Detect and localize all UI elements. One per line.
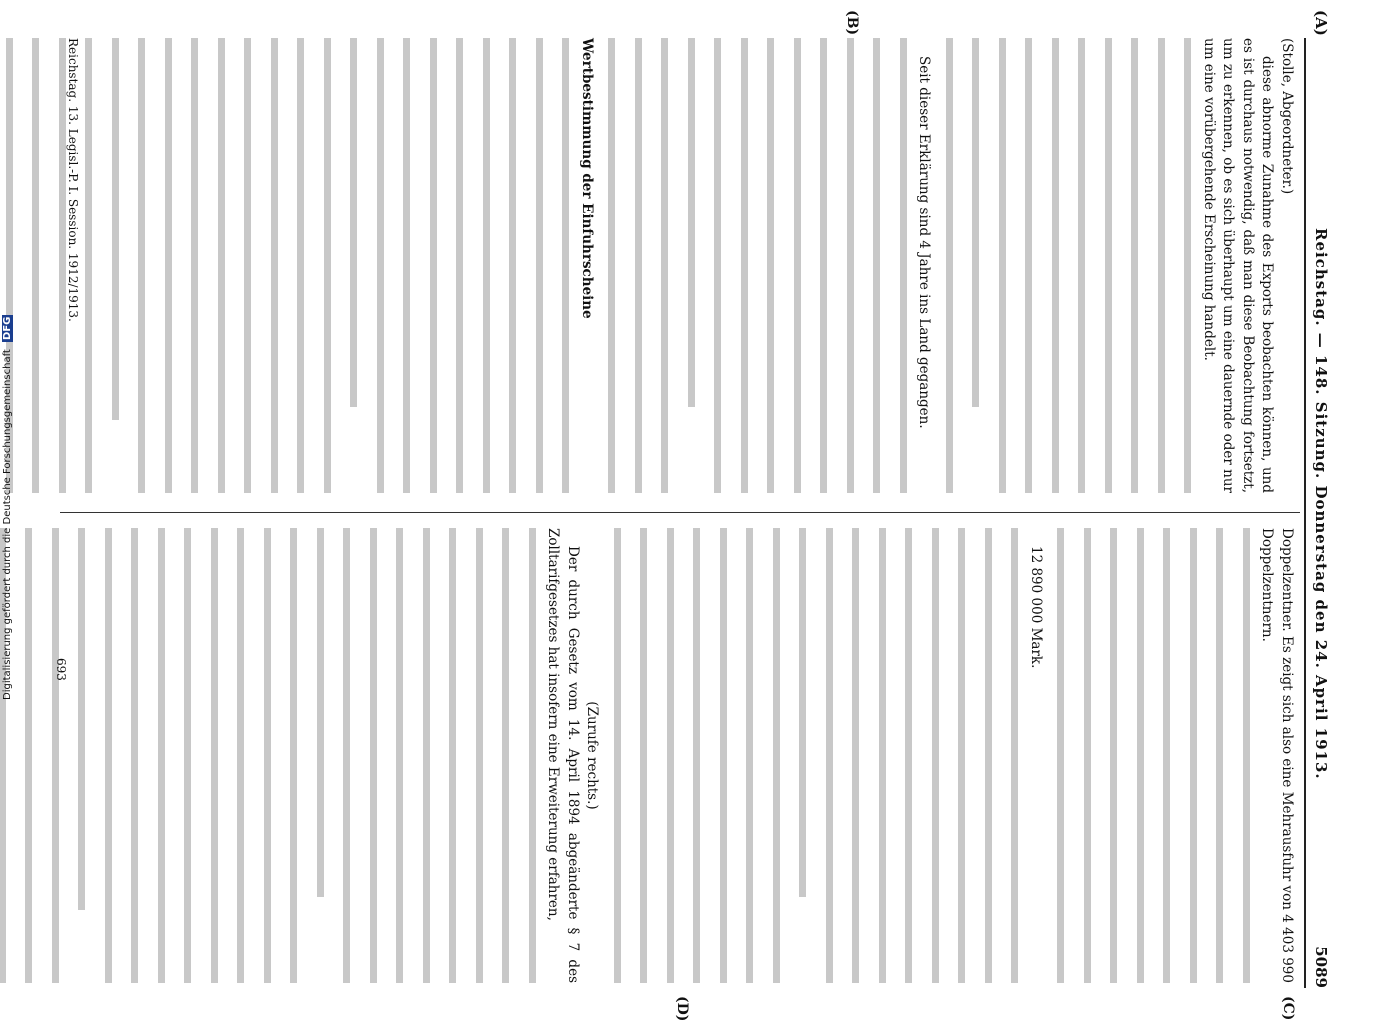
- untranscribed-text-line: [755, 38, 775, 493]
- untranscribed-text-line: [66, 528, 86, 983]
- page-title: Reichstag. — 148. Sitzung. Donnerstag den 24. April 1913.: [1312, 228, 1330, 780]
- untranscribed-text-line: [681, 528, 701, 983]
- margin-marker-d: (D): [674, 996, 690, 1021]
- dfg-logo: DFG: [2, 316, 13, 340]
- untranscribed-text-line: [1119, 38, 1139, 493]
- untranscribed-text-line: [1151, 528, 1171, 983]
- untranscribed-text-line: [808, 38, 828, 493]
- untranscribed-text-line: [338, 38, 358, 493]
- untranscribed-text-line: [391, 38, 411, 493]
- untranscribed-text-line: [973, 528, 993, 983]
- untranscribed-text-line: [999, 528, 1019, 983]
- untranscribed-text-line: [100, 38, 120, 493]
- untranscribed-text-line: [649, 38, 669, 493]
- untranscribed-text-line: [437, 528, 457, 983]
- untranscribed-text-line: [305, 528, 325, 983]
- untranscribed-text-line: [987, 38, 1007, 493]
- sheet-number: 693: [54, 658, 68, 681]
- column-divider: [60, 512, 1300, 513]
- untranscribed-text-line: [259, 38, 279, 493]
- untranscribed-text-line: [861, 38, 881, 493]
- untranscribed-text-line: [119, 528, 139, 983]
- untranscribed-text-line: [1231, 528, 1251, 983]
- margin-marker-b: (B): [844, 10, 860, 36]
- untranscribed-text-line: [490, 528, 510, 983]
- untranscribed-text-line: [179, 38, 199, 493]
- untranscribed-text-line: [729, 38, 749, 493]
- untranscribed-text-line: [126, 38, 146, 493]
- untranscribed-text-line: [517, 528, 537, 983]
- untranscribed-text-line: [655, 528, 675, 983]
- untranscribed-text-line: [444, 38, 464, 493]
- left-emphasis: Wertbestimmung der Einfuhrscheine: [579, 38, 595, 319]
- untranscribed-text-line: [550, 38, 570, 493]
- untranscribed-text-line: [1040, 38, 1060, 493]
- untranscribed-text-line: [464, 528, 484, 983]
- untranscribed-text-line: [1066, 38, 1086, 493]
- untranscribed-text-line: [20, 38, 40, 493]
- untranscribed-text-line: [835, 38, 855, 493]
- untranscribed-text-line: [418, 38, 438, 493]
- untranscribed-text-line: [1204, 528, 1224, 983]
- untranscribed-text-line: [596, 38, 616, 493]
- right-column: [0, 528, 1296, 983]
- untranscribed-text-line: [602, 528, 622, 983]
- speaker-label: (Stolle, Abgeordneter.): [1279, 38, 1295, 195]
- untranscribed-text-line: [1093, 38, 1113, 493]
- untranscribed-text-line: [676, 38, 696, 493]
- page-number: 5089: [1312, 946, 1330, 988]
- untranscribed-text-line: [411, 528, 431, 983]
- untranscribed-text-line: [199, 528, 219, 983]
- untranscribed-text-line: [1178, 528, 1198, 983]
- untranscribed-text-line: [702, 38, 722, 493]
- untranscribed-text-line: [1098, 528, 1118, 983]
- untranscribed-text-line: [358, 528, 378, 983]
- untranscribed-text-line: [1172, 38, 1192, 493]
- untranscribed-text-line: [761, 528, 781, 983]
- digitization-credit: Digitalisierung gefördert durch die Deutsche Forschungsgemeinschaft DFG: [2, 316, 13, 700]
- untranscribed-text-line: [146, 528, 166, 983]
- untranscribed-text-line: [1146, 38, 1166, 493]
- untranscribed-text-line: [93, 528, 113, 983]
- untranscribed-text-line: [1125, 528, 1145, 983]
- untranscribed-text-line: [1013, 38, 1033, 493]
- untranscribed-text-line: [920, 528, 940, 983]
- untranscribed-text-line: [225, 528, 245, 983]
- untranscribed-text-line: [497, 38, 517, 493]
- untranscribed-text-line: [365, 38, 385, 493]
- untranscribed-text-line: [934, 38, 954, 493]
- untranscribed-text-line: [206, 38, 226, 493]
- left-opening: diese abnorme Zunahme des Exports beobachten können, und es ist durchaus notwendig, daß man diese Beobachtung fortsetzt, um zu erkennen, ob es sich überhaupt um eine dauernde oder nur um eine vorübergehende Erscheinung handelt.: [1201, 38, 1276, 493]
- left-column: [0, 38, 1296, 493]
- untranscribed-text-line: [708, 528, 728, 983]
- margin-marker-a: (A): [1312, 10, 1330, 36]
- untranscribed-text-line: [331, 528, 351, 983]
- untranscribed-text-line: [628, 528, 648, 983]
- untranscribed-text-line: [384, 528, 404, 983]
- header-rule: [1304, 38, 1306, 988]
- untranscribed-text-line: [867, 528, 887, 983]
- margin-marker-c: (C): [1280, 996, 1296, 1021]
- untranscribed-text-line: [285, 38, 305, 493]
- untranscribed-text-line: [471, 38, 491, 493]
- untranscribed-text-line: [1045, 528, 1065, 983]
- untranscribed-text-line: [524, 38, 544, 493]
- left-paragraph-2: Seit dieser Erklärung sind 4 Jahre ins Land gegangen.: [916, 56, 933, 429]
- untranscribed-text-line: [888, 38, 908, 493]
- untranscribed-text-line: [787, 528, 807, 983]
- untranscribed-text-line: [782, 38, 802, 493]
- untranscribed-text-line: [47, 38, 67, 493]
- untranscribed-text-line: [1072, 528, 1092, 983]
- untranscribed-text-line: [623, 38, 643, 493]
- untranscribed-text-line: [960, 38, 980, 493]
- untranscribed-text-line: [734, 528, 754, 983]
- quote-intro: Der durch Gesetz vom 14. April 1894 abgeänderte § 7 des Zolltarifgesetzes hat insofern eine Erweiterung erfahren,: [545, 528, 581, 983]
- untranscribed-text-line: [153, 38, 173, 493]
- untranscribed-text-line: [252, 528, 272, 983]
- untranscribed-text-line: [40, 528, 60, 983]
- page-header: [1308, 10, 1330, 988]
- right-opening: Doppelzentner. Es zeigt sich also eine Mehrausfuhr von 4 403 990 Doppelzentnern.: [1259, 528, 1295, 983]
- untranscribed-text-line: [946, 528, 966, 983]
- untranscribed-text-line: [893, 528, 913, 983]
- page-footer: Reichstag. 13. Legisl.-P. I. Session. 1912/1913.: [66, 38, 80, 322]
- untranscribed-text-line: [232, 38, 252, 493]
- untranscribed-text-line: [814, 528, 834, 983]
- right-amount: 12 890 000 Mark.: [1028, 546, 1044, 669]
- untranscribed-text-line: [840, 528, 860, 983]
- untranscribed-text-line: [278, 528, 298, 983]
- rotated-page: [40, 10, 1330, 1021]
- untranscribed-text-line: [172, 528, 192, 983]
- untranscribed-text-line: [312, 38, 332, 493]
- interjection-1: (Zurufe rechts.): [584, 701, 601, 810]
